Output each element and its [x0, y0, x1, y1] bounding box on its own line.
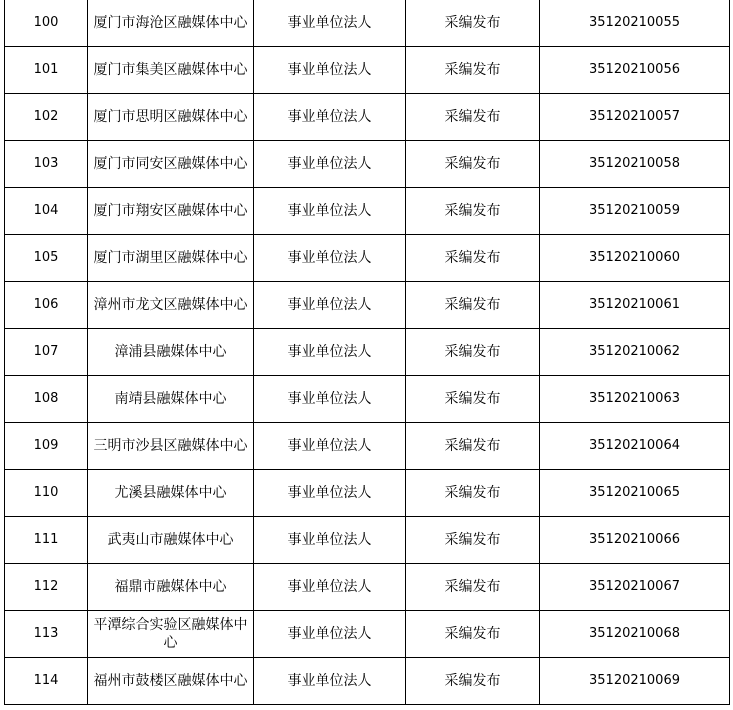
row-number-cell: 101	[5, 47, 88, 94]
license-code-cell: 35120210060	[540, 235, 730, 282]
row-number-cell: 111	[5, 517, 88, 564]
organization-type-cell: 事业单位法人	[254, 611, 406, 658]
service-scope-cell: 采编发布	[406, 235, 540, 282]
organization-type-cell: 事业单位法人	[254, 94, 406, 141]
organization-name-cell: 厦门市翔安区融媒体中心	[88, 188, 254, 235]
organization-type-cell: 事业单位法人	[254, 517, 406, 564]
organization-type-cell: 事业单位法人	[254, 564, 406, 611]
service-scope-cell: 采编发布	[406, 564, 540, 611]
license-code-cell: 35120210058	[540, 141, 730, 188]
table-row	[5, 0, 730, 47]
table-row	[5, 470, 730, 517]
row-number-cell: 105	[5, 235, 88, 282]
row-number-cell: 103	[5, 141, 88, 188]
table-row	[5, 141, 730, 188]
license-code-cell: 35120210061	[540, 282, 730, 329]
row-number-cell: 100	[5, 0, 88, 47]
organization-name-cell: 漳州市龙文区融媒体中心	[88, 282, 254, 329]
service-scope-cell: 采编发布	[406, 611, 540, 658]
row-number-cell: 109	[5, 423, 88, 470]
row-number-cell: 114	[5, 658, 88, 705]
service-scope-cell: 采编发布	[406, 188, 540, 235]
table-row	[5, 329, 730, 376]
service-scope-cell: 采编发布	[406, 94, 540, 141]
license-code-cell: 35120210055	[540, 0, 730, 47]
table-row	[5, 517, 730, 564]
row-number-cell: 102	[5, 94, 88, 141]
organization-name-cell: 尤溪县融媒体中心	[88, 470, 254, 517]
service-scope-cell: 采编发布	[406, 470, 540, 517]
service-scope-cell: 采编发布	[406, 0, 540, 47]
license-code-cell: 35120210063	[540, 376, 730, 423]
organization-type-cell: 事业单位法人	[254, 188, 406, 235]
organization-name-cell: 平潭综合实验区融媒体中心	[88, 611, 254, 658]
row-number-cell: 104	[5, 188, 88, 235]
service-scope-cell: 采编发布	[406, 47, 540, 94]
organization-name-cell: 厦门市思明区融媒体中心	[88, 94, 254, 141]
row-number-cell: 107	[5, 329, 88, 376]
organization-type-cell: 事业单位法人	[254, 0, 406, 47]
organization-name-cell: 福州市鼓楼区融媒体中心	[88, 658, 254, 705]
organization-type-cell: 事业单位法人	[254, 658, 406, 705]
organization-type-cell: 事业单位法人	[254, 47, 406, 94]
service-scope-cell: 采编发布	[406, 141, 540, 188]
organization-name-cell: 武夷山市融媒体中心	[88, 517, 254, 564]
organization-name-cell: 厦门市海沧区融媒体中心	[88, 0, 254, 47]
license-code-cell: 35120210062	[540, 329, 730, 376]
license-code-cell: 35120210057	[540, 94, 730, 141]
table-row	[5, 376, 730, 423]
license-code-cell: 35120210064	[540, 423, 730, 470]
table-row	[5, 611, 730, 658]
organization-name-cell: 厦门市湖里区融媒体中心	[88, 235, 254, 282]
organization-type-cell: 事业单位法人	[254, 423, 406, 470]
organization-name-cell: 厦门市同安区融媒体中心	[88, 141, 254, 188]
table-row	[5, 423, 730, 470]
row-number-cell: 108	[5, 376, 88, 423]
row-number-cell: 106	[5, 282, 88, 329]
organization-name-cell: 厦门市集美区融媒体中心	[88, 47, 254, 94]
service-scope-cell: 采编发布	[406, 517, 540, 564]
table-row	[5, 658, 730, 705]
service-scope-cell: 采编发布	[406, 329, 540, 376]
license-code-cell: 35120210065	[540, 470, 730, 517]
organization-type-cell: 事业单位法人	[254, 470, 406, 517]
table-body	[5, 0, 730, 705]
license-code-cell: 35120210067	[540, 564, 730, 611]
organization-type-cell: 事业单位法人	[254, 329, 406, 376]
organization-type-cell: 事业单位法人	[254, 235, 406, 282]
row-number-cell: 113	[5, 611, 88, 658]
organization-name-cell: 漳浦县融媒体中心	[88, 329, 254, 376]
row-number-cell: 110	[5, 470, 88, 517]
license-code-cell: 35120210056	[540, 47, 730, 94]
organization-type-cell: 事业单位法人	[254, 141, 406, 188]
table-row	[5, 188, 730, 235]
service-scope-cell: 采编发布	[406, 282, 540, 329]
service-scope-cell: 采编发布	[406, 423, 540, 470]
table-row	[5, 282, 730, 329]
table-row	[5, 564, 730, 611]
table-row	[5, 235, 730, 282]
license-code-cell: 35120210068	[540, 611, 730, 658]
license-code-cell: 35120210066	[540, 517, 730, 564]
organization-name-cell: 南靖县融媒体中心	[88, 376, 254, 423]
table-row	[5, 47, 730, 94]
service-scope-cell: 采编发布	[406, 376, 540, 423]
license-code-cell: 35120210069	[540, 658, 730, 705]
organization-name-cell: 三明市沙县区融媒体中心	[88, 423, 254, 470]
license-code-cell: 35120210059	[540, 188, 730, 235]
organization-name-cell: 福鼎市融媒体中心	[88, 564, 254, 611]
row-number-cell: 112	[5, 564, 88, 611]
service-scope-cell: 采编发布	[406, 658, 540, 705]
table-row	[5, 94, 730, 141]
organization-type-cell: 事业单位法人	[254, 282, 406, 329]
organization-type-cell: 事业单位法人	[254, 376, 406, 423]
registry-table	[4, 0, 730, 705]
